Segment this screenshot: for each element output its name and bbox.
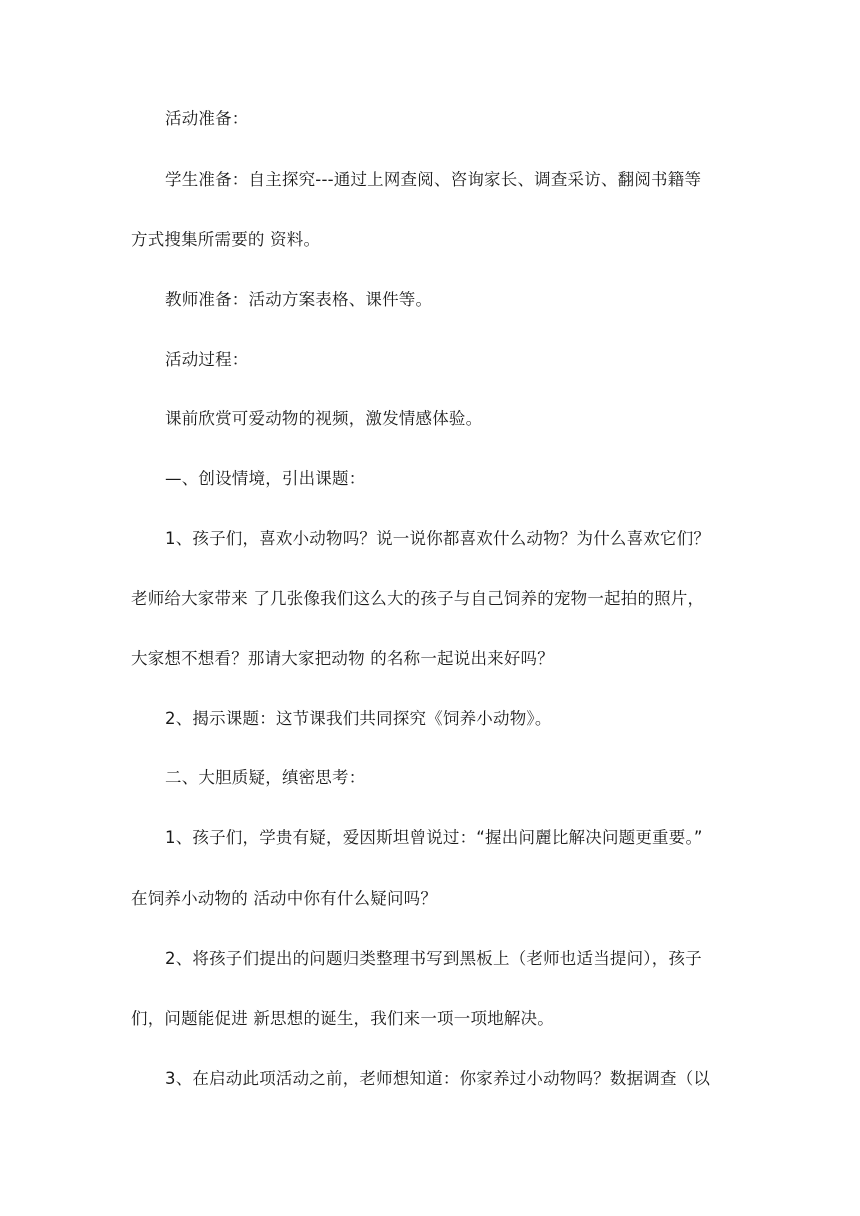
text-line: 方式搜集所需要的 资料。 xyxy=(131,230,321,249)
text-line: 学生准备：自主探究---通过上网查阅、咨询家长、调查采访、翻阅书籍等 xyxy=(165,170,702,189)
text-line: 教师准备：活动方案表格、课件等。 xyxy=(165,290,433,309)
text-line: 老师给大家带来 了几张像我们这么大的孩子与自己饲养的宠物一起拍的照片， xyxy=(131,589,705,608)
text-line: 2、揭示课题：这节课我们共同探究《饲养小动物》。 xyxy=(165,709,552,728)
section-heading: —、创设情境，引出课题： xyxy=(165,469,366,488)
text-line: 活动准备： xyxy=(165,109,249,128)
text-line: 1、孩子们，学贵有疑，爱因斯坦曾说过：“握出问麗比解决问题更重要。” xyxy=(165,828,703,847)
section-heading: 二、大胆质疑，缜密思考： xyxy=(165,768,366,787)
text-line: 3、在启动此项活动之前，老师想知道：你家养过小动物吗？数据调查（以 xyxy=(165,1069,711,1088)
text-line: 们，问题能促进 新思想的诞生，我们来一项一项地解决。 xyxy=(131,1009,554,1028)
text-line: 课前欣赏可爱动物的视频，激发情感体验。 xyxy=(165,409,483,428)
text-line: 大家想不想看？那请大家把动物 的名称一起说出来好吗？ xyxy=(131,649,554,668)
text-line: 活动过程： xyxy=(165,350,249,369)
text-line: 1、孩子们，喜欢小动物吗？说一说你都喜欢什么动物？为什么喜欢它们？ xyxy=(165,529,711,548)
text-line: 2、将孩子们提出的问题归类整理书写到黑板上（老师也适当提问），孩子 xyxy=(165,949,702,968)
text-line: 在饲养小动物的 活动中你有什么疑问吗？ xyxy=(131,889,438,908)
